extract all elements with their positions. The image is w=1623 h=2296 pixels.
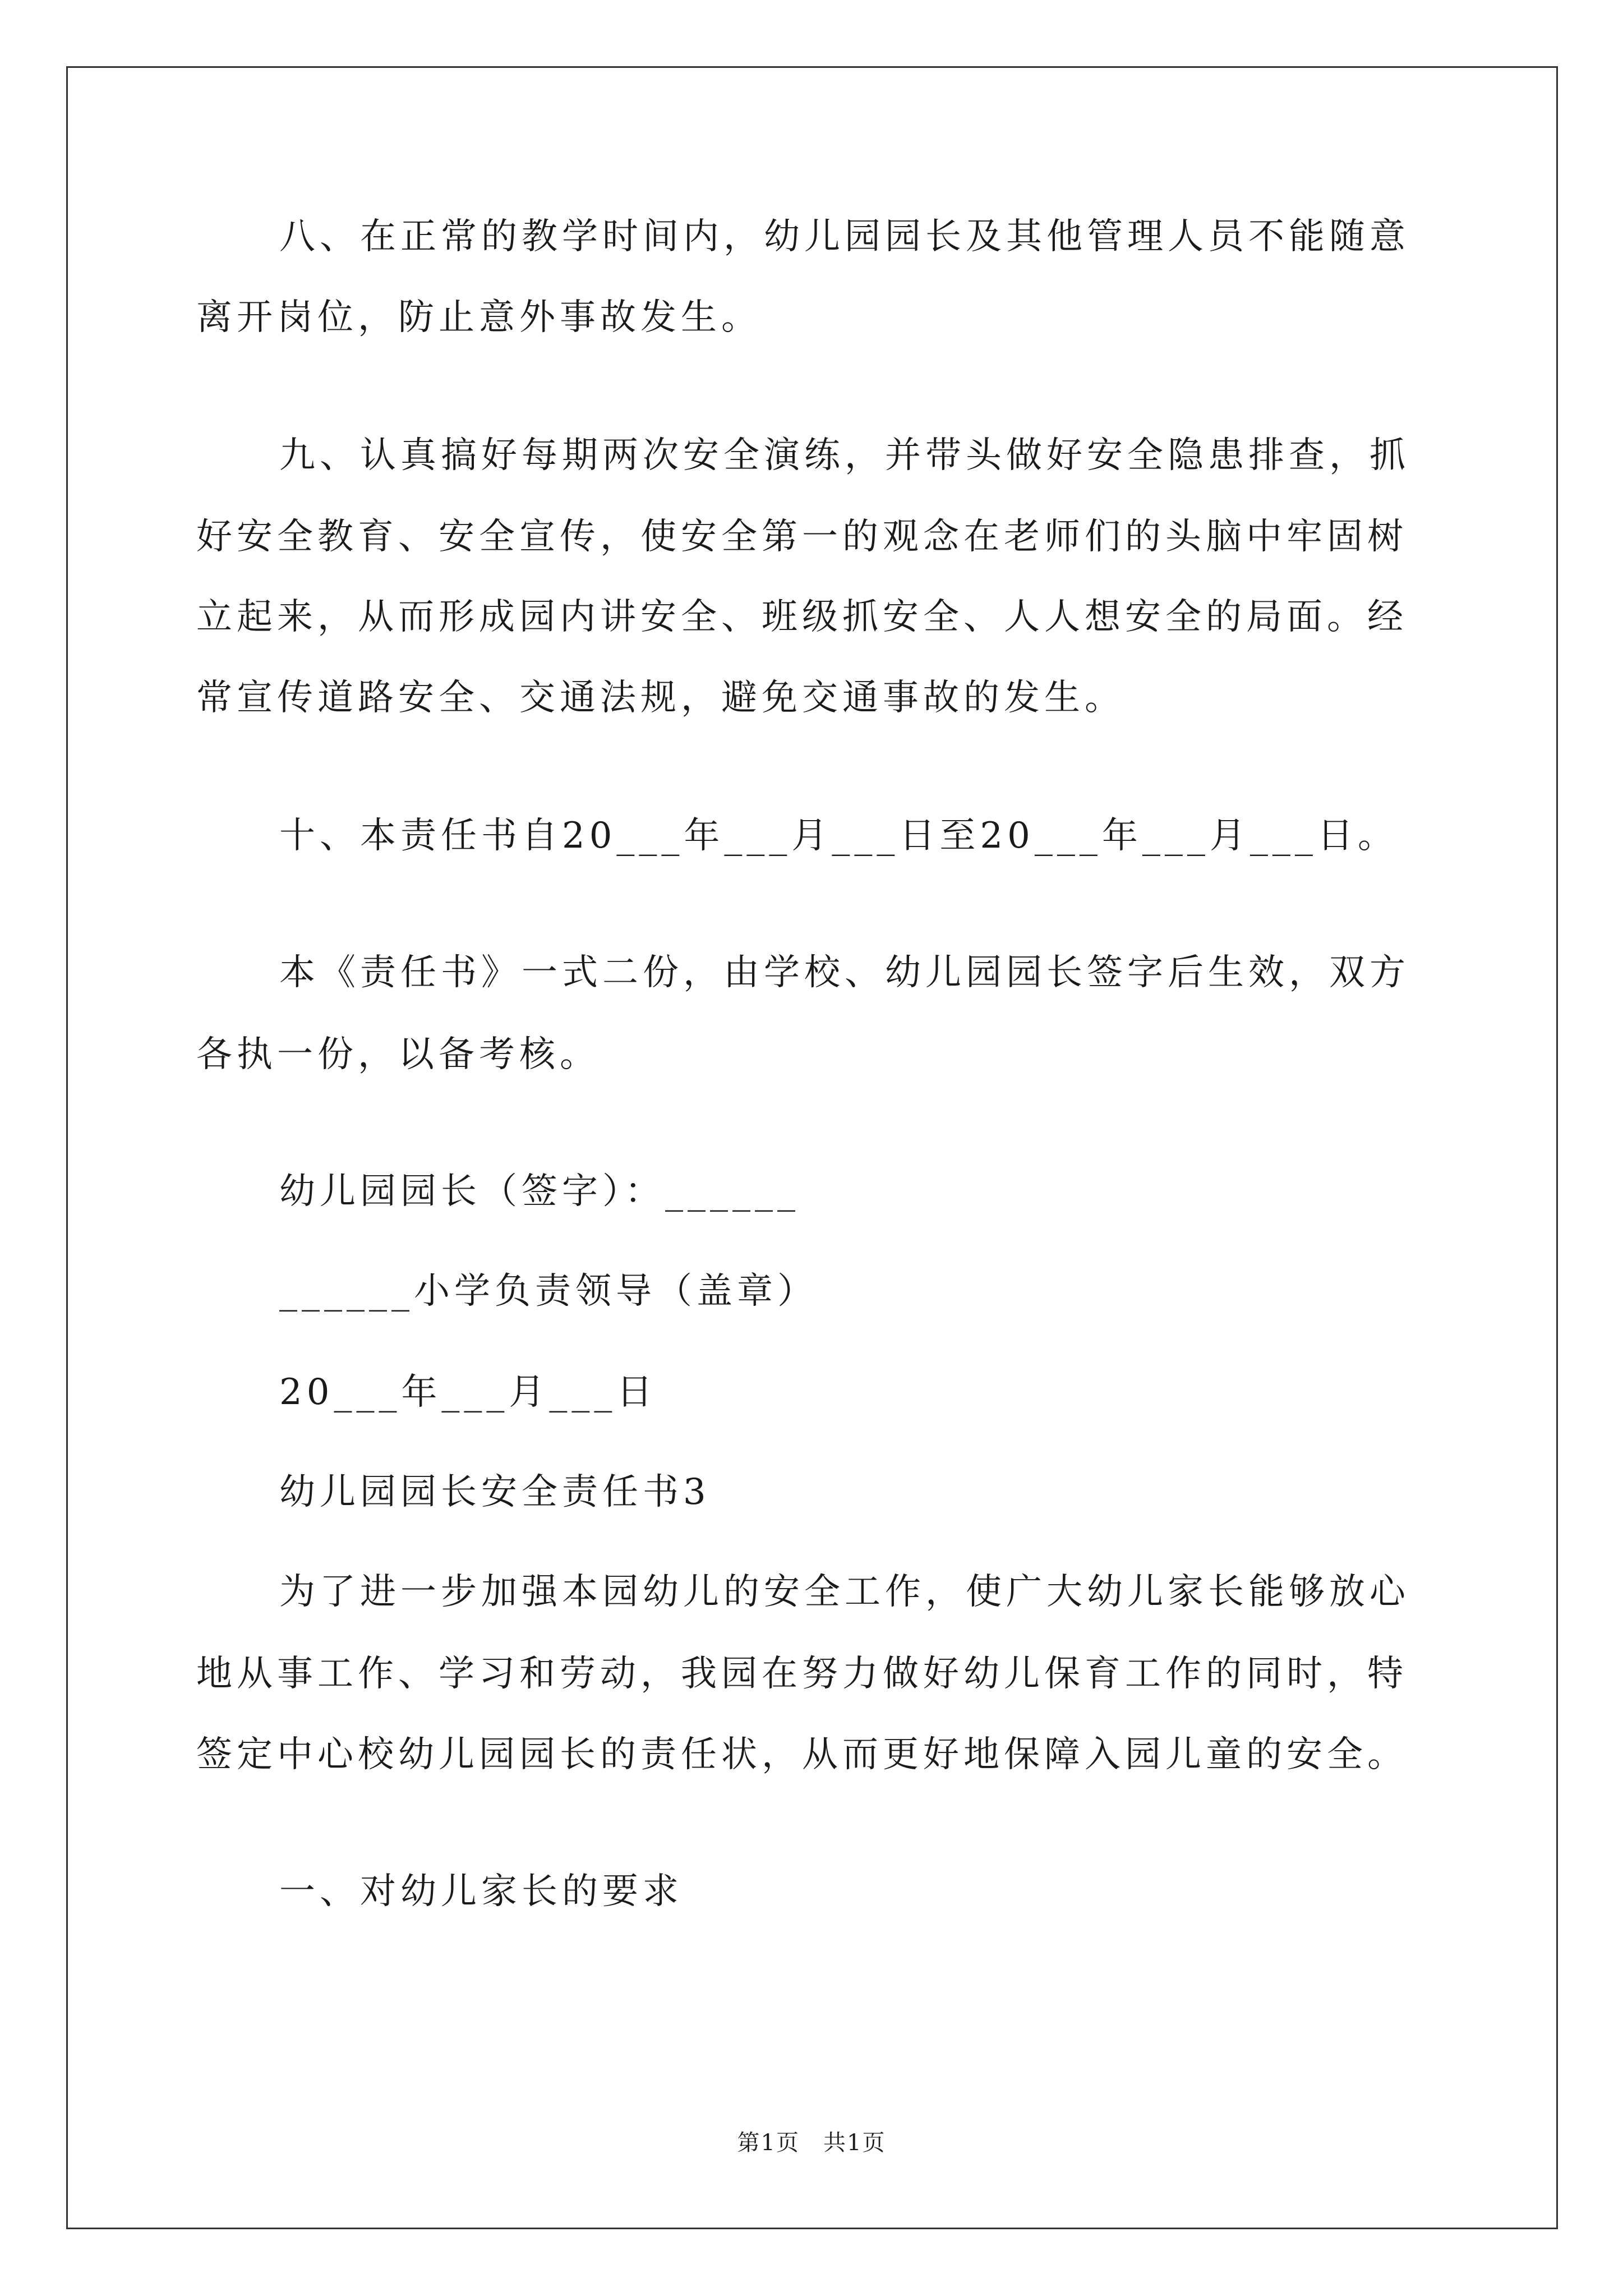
- section-title: 幼儿园园长安全责任书3: [279, 1471, 711, 1513]
- paragraph-line: 为了进一步加强本园幼儿的安全工作，使广大幼儿家长能够放心: [279, 1571, 1410, 1613]
- section-heading: 一、对幼儿家长的要求: [279, 1871, 683, 1912]
- paragraph-line: 立起来，从而形成园内讲安全、班级抓安全、人人想安全的局面。经: [196, 596, 1408, 638]
- paragraph-line: 九、认真搞好每期两次安全演练，并带头做好安全隐患排查，抓: [279, 435, 1410, 476]
- paragraph-line: 常宣传道路安全、交通法规，避免交通事故的发生。: [196, 677, 1125, 719]
- paragraph-line: 好安全教育、安全宣传，使安全第一的观念在老师们的头脑中牢固树: [196, 516, 1408, 558]
- paragraph-line: 十、本责任书自20___年___月___日至20___年___月___日。: [279, 815, 1398, 857]
- paragraph-line: 本《责任书》一式二份，由学校、幼儿园园长签字后生效，双方: [279, 952, 1410, 993]
- paragraph-line: 离开岗位，防止意外事故发生。: [196, 297, 762, 338]
- paragraph-line: 地从事工作、学习和劳动，我园在努力做好幼儿保育工作的同时，特: [196, 1653, 1408, 1695]
- paragraph-line: 各执一份，以备考核。: [196, 1034, 600, 1075]
- date-line: 20___年___月___日: [279, 1372, 657, 1413]
- page-number: 第1页 共1页: [737, 2130, 886, 2156]
- paragraph-line: 八、在正常的教学时间内，幼儿园园长及其他管理人员不能随意: [279, 216, 1410, 257]
- paragraph-line: 签定中心校幼儿园园长的责任状，从而更好地保障入园儿童的安全。: [196, 1734, 1408, 1775]
- seal-line: ______小学负责领导（盖章）: [279, 1271, 818, 1312]
- signature-line: 幼儿园园长（签字）：______: [279, 1171, 800, 1212]
